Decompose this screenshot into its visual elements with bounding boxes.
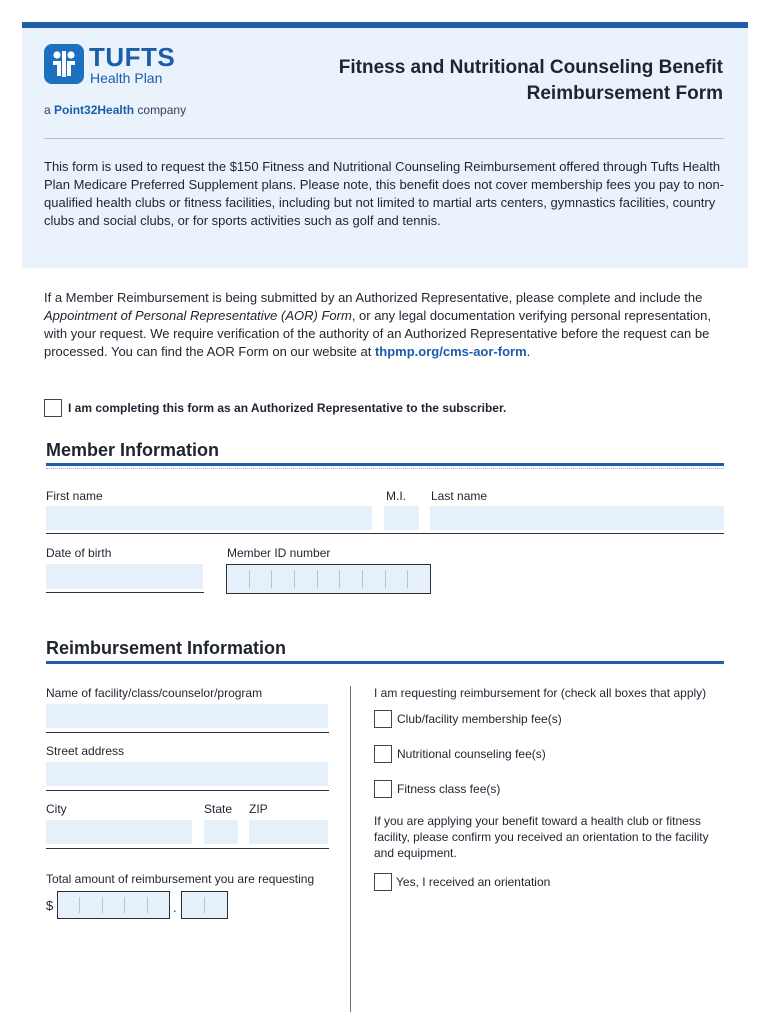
last-name-field[interactable] bbox=[430, 506, 724, 530]
dob-label: Date of birth bbox=[46, 546, 112, 560]
authorized-rep-label: I am completing this form as an Authorized Representative to the subscriber. bbox=[68, 401, 507, 415]
intro-paragraph: This form is used to request the $150 Fitness and Nutritional Counseling Reimbursement offered through Tufts Health Plan Medicare Preferred Supplement plans. Please note, this benefit does not cover membership fees you pay to non-qualified health clubs or fitness facilities, including but not limited to martial arts centers, gymnastics facilities, country clubs and social clubs, or for sports activities such as golf and tennis. bbox=[44, 159, 724, 228]
first-name-label: First name bbox=[46, 489, 103, 503]
header-divider bbox=[44, 138, 724, 139]
member-id-label: Member ID number bbox=[227, 546, 331, 560]
aor-form-link[interactable]: thpmp.org/cms-aor-form bbox=[374, 344, 527, 359]
zip-label: ZIP bbox=[249, 802, 268, 816]
nutrition-fee-label: Nutritional counseling fee(s) bbox=[397, 747, 546, 761]
logo-company: a Point32Health company bbox=[44, 103, 187, 117]
orientation-label: Yes, I received an orientation bbox=[396, 875, 551, 889]
orientation-checkbox[interactable] bbox=[374, 873, 392, 891]
dob-field[interactable] bbox=[46, 564, 203, 589]
last-name-label: Last name bbox=[431, 489, 488, 503]
logo-subtitle: Health Plan bbox=[90, 70, 163, 86]
logo-brand: TUFTS bbox=[89, 42, 176, 72]
city-underline bbox=[46, 848, 329, 849]
member-id-field[interactable] bbox=[226, 564, 431, 594]
street-field[interactable] bbox=[46, 762, 328, 786]
orientation-note: If you are applying your benefit toward a health club or fitness facility, please confirm you received an orientation to the facility and equipment. bbox=[374, 814, 709, 860]
club-fee-label: Club/facility membership fee(s) bbox=[397, 712, 562, 726]
name-underline bbox=[46, 533, 724, 534]
tufts-logo-icon bbox=[44, 44, 84, 84]
dollar-sign: $ bbox=[46, 898, 54, 913]
fitness-class-label: Fitness class fee(s) bbox=[397, 782, 501, 796]
city-label: City bbox=[46, 802, 67, 816]
authorized-rep-checkbox[interactable] bbox=[44, 399, 62, 417]
street-underline bbox=[46, 790, 329, 791]
street-label: Street address bbox=[46, 744, 125, 758]
facility-underline bbox=[46, 732, 329, 733]
reimbursement-section-rule bbox=[46, 661, 724, 664]
state-field[interactable] bbox=[204, 820, 238, 844]
member-section-dots bbox=[46, 468, 724, 469]
mi-field[interactable] bbox=[384, 506, 419, 530]
mi-label: M.I. bbox=[386, 489, 406, 503]
first-name-field[interactable] bbox=[46, 506, 372, 530]
city-field[interactable] bbox=[46, 820, 192, 844]
amount-dollars-field[interactable] bbox=[57, 891, 170, 919]
state-label: State bbox=[204, 802, 233, 816]
zip-field[interactable] bbox=[249, 820, 328, 844]
fitness-class-checkbox[interactable] bbox=[374, 780, 392, 798]
column-divider bbox=[350, 686, 351, 1012]
facility-field[interactable] bbox=[46, 704, 328, 728]
member-section-rule bbox=[46, 463, 724, 466]
requesting-for-label: I am requesting reimbursement for (check all boxes that apply) bbox=[374, 686, 707, 700]
facility-label: Name of facility/class/counselor/program bbox=[46, 686, 263, 700]
member-section-title: Member Information bbox=[46, 440, 220, 460]
decimal-point: . bbox=[173, 900, 177, 915]
nutrition-fee-checkbox[interactable] bbox=[374, 745, 392, 763]
dob-underline bbox=[46, 592, 204, 593]
reimbursement-section-title: Reimbursement Information bbox=[46, 638, 287, 658]
amount-cents-field[interactable] bbox=[181, 891, 228, 919]
aor-paragraph: If a Member Reimbursement is being submitted by an Authorized Representative, please complete and include the Appointment of Personal Representative (AOR) Form, or any legal documentation verifying personal representation, with your request. We require verification of the authority of an Authorized Representative before the request can be processed. You can find the AOR Form on our website at thpmp.org/cms-aor-form. bbox=[44, 290, 711, 359]
total-label: Total amount of reimbursement you are requesting bbox=[46, 872, 315, 886]
club-fee-checkbox[interactable] bbox=[374, 710, 392, 728]
form-title: Fitness and Nutritional Counseling Benefit Reimbursement Form bbox=[338, 57, 723, 104]
